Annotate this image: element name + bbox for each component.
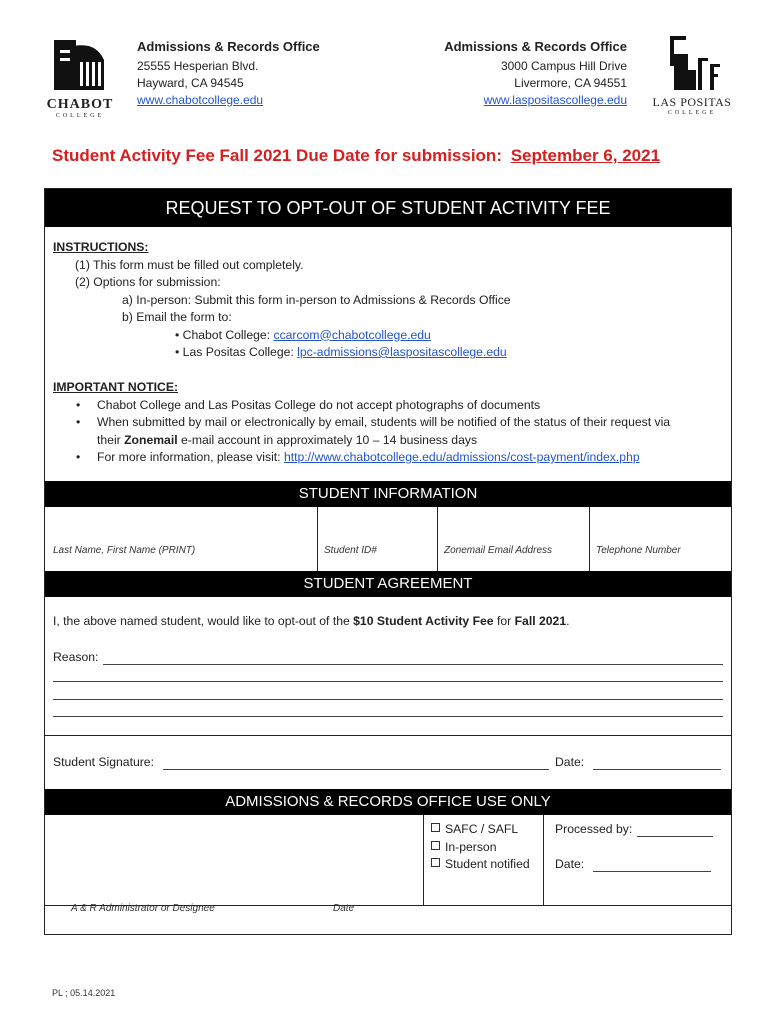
admin-date-caption: Date [333, 903, 355, 914]
checkbox-safc[interactable] [431, 821, 530, 839]
lpc-email-row [53, 344, 723, 362]
chabot-building-icon [44, 36, 116, 94]
student-info-heading: STUDENT INFORMATION [298, 485, 478, 502]
bullet-icon: • [175, 327, 180, 342]
chabot-address1: 25555 Hesperian Blvd. [137, 59, 259, 73]
agreement-statement [53, 613, 570, 631]
notice-bullet-2-post: e-mail account in approximately 10 – 14 business days [181, 432, 478, 447]
agreement-text-end: . [566, 614, 570, 628]
agreement-term: Fall 2021 [514, 614, 567, 628]
lpc-website-link[interactable]: www.laspositascollege.edu [483, 93, 627, 107]
name-cell[interactable] [45, 507, 318, 573]
chabot-logo [44, 36, 116, 118]
instructions-section [53, 239, 723, 362]
lpc-email-link[interactable]: lpc-admissions@laspositascollege.edu [297, 345, 507, 359]
signature-date-line[interactable] [593, 769, 721, 770]
agreement-heading: STUDENT AGREEMENT [303, 575, 473, 592]
bullet-icon: • [76, 450, 81, 464]
lpc-address1: 3000 Campus Hill Drive [500, 59, 627, 73]
office-date-line[interactable] [593, 871, 711, 872]
due-date-line [52, 146, 660, 166]
notice-zonemail: Zonemail [124, 432, 178, 447]
bullet-icon: • [76, 415, 81, 429]
checkbox-in-person[interactable] [431, 839, 530, 857]
administrator-cell[interactable] [45, 815, 424, 905]
student-id-caption: Student ID# [324, 545, 377, 556]
lpc-building-icon [648, 34, 736, 92]
checkbox-safc-label: SAFC / SAFL [445, 822, 519, 836]
checkbox-in-person-label: In-person [445, 839, 497, 854]
zonemail-cell[interactable] [437, 507, 590, 573]
notice-bullet-1 [53, 397, 725, 415]
signature-label: Student Signature: [53, 755, 154, 769]
lpc-logo-text: LAS POSITAS [652, 95, 732, 109]
form-title-bar [45, 189, 731, 227]
lpc-logo-sub: COLLEGE [667, 110, 717, 116]
chabot-office-title: Admissions & Records Office [137, 39, 320, 54]
agreement-text-mid: for [496, 614, 512, 628]
notice-bullet-2 [53, 414, 725, 432]
zonemail-caption: Zonemail Email Address [444, 545, 553, 556]
chabot-address2: Hayward, CA 94545 [137, 76, 244, 90]
reason-line-4[interactable] [53, 716, 723, 717]
notice-bullet-3-text: For more information, please visit: [97, 450, 281, 464]
office-date-label: Date: [555, 857, 585, 871]
notice-heading: IMPORTANT NOTICE: [53, 380, 179, 394]
reason-line-3[interactable] [53, 699, 723, 700]
reason-line-1[interactable] [103, 664, 723, 665]
agreement-separator [45, 735, 731, 736]
checkbox-student-notified-label: Student notified [445, 857, 530, 871]
reason-line-2[interactable] [53, 681, 723, 682]
lpc-address2: Livermore, CA 94551 [514, 76, 627, 90]
bullet-icon: • [175, 345, 180, 359]
due-date-value: September 6, 2021 [510, 146, 661, 165]
checkbox-icon [431, 823, 440, 832]
due-date-label: Student Activity Fee Fall 2021 Due Date for submission: [52, 146, 502, 165]
instruction-sub-a: a) In-person: Submit this form in-person to Admissions & Records Office [122, 292, 511, 307]
form-title: REQUEST TO OPT-OUT OF STUDENT ACTIVITY FEE [165, 198, 611, 218]
processed-by-label: Processed by: [555, 822, 633, 836]
instruction-item-1: (1) This form must be filled out completely. [75, 257, 304, 272]
checkbox-icon [431, 841, 440, 850]
instruction-sub-b: b) Email the form to: [122, 310, 232, 324]
student-info-table [45, 507, 731, 574]
notice-bullet-1-text: Chabot College and Las Positas College do not accept photographs of documents [97, 397, 541, 412]
chabot-website-link[interactable]: www.chabotcollege.edu [137, 93, 264, 107]
chabot-email-row [53, 327, 723, 345]
chabot-logo-text: CHABOT [46, 97, 114, 112]
office-use-heading: ADMISSIONS & RECORDS OFFICE USE ONLY [225, 793, 551, 810]
agreement-bar [45, 571, 731, 597]
telephone-cell[interactable] [589, 507, 731, 573]
notice-bullet-2-cont [53, 432, 725, 450]
lpc-logo [648, 34, 736, 116]
agreement-text-pre: I, the above named student, would like to opt-out of the [53, 614, 350, 628]
bullet-icon: • [76, 397, 81, 412]
office-use-section [45, 815, 731, 906]
signature-line[interactable] [163, 769, 549, 770]
instructions-heading: INSTRUCTIONS: [53, 240, 149, 254]
info-url-link[interactable]: http://www.chabotcollege.edu/admissions/cost-payment/index.php [283, 450, 640, 464]
instruction-item-2: (2) Options for submission: [75, 275, 221, 289]
office-use-bar [45, 789, 731, 815]
notice-bullet-2-pre: their [97, 432, 121, 447]
notice-bullet-2-text-a: When submitted by mail or electronically by email, students will be notified of the status of their request via [97, 415, 671, 429]
student-id-cell[interactable] [317, 507, 438, 573]
notice-section [53, 379, 725, 467]
chabot-email-label: Chabot College: [182, 327, 271, 342]
chabot-email-link[interactable]: ccarcom@chabotcollege.edu [273, 327, 431, 342]
footer-revision: PL ; 05.14.2021 [52, 988, 116, 998]
reason-label: Reason: [53, 650, 99, 664]
lpc-office-title: Admissions & Records Office [444, 39, 627, 54]
lpc-email-label: Las Positas College: [182, 345, 294, 359]
administrator-caption: A & R Administrator or Designee [71, 903, 215, 914]
student-info-bar [45, 481, 731, 507]
agreement-fee: $10 Student Activity Fee [353, 614, 494, 628]
checkbox-list [431, 821, 530, 874]
chabot-logo-sub: COLLEGE [55, 113, 105, 119]
processed-by-line[interactable] [637, 836, 713, 837]
telephone-caption: Telephone Number [596, 545, 681, 556]
signature-date-label: Date: [555, 755, 585, 769]
name-caption: Last Name, First Name (PRINT) [53, 545, 196, 556]
lpc-address-block [444, 38, 627, 109]
form-frame [44, 188, 732, 935]
chabot-address-block [137, 38, 320, 109]
checkbox-student-notified[interactable] [431, 856, 530, 874]
checkbox-icon [431, 858, 440, 867]
notice-bullet-3 [53, 449, 725, 467]
